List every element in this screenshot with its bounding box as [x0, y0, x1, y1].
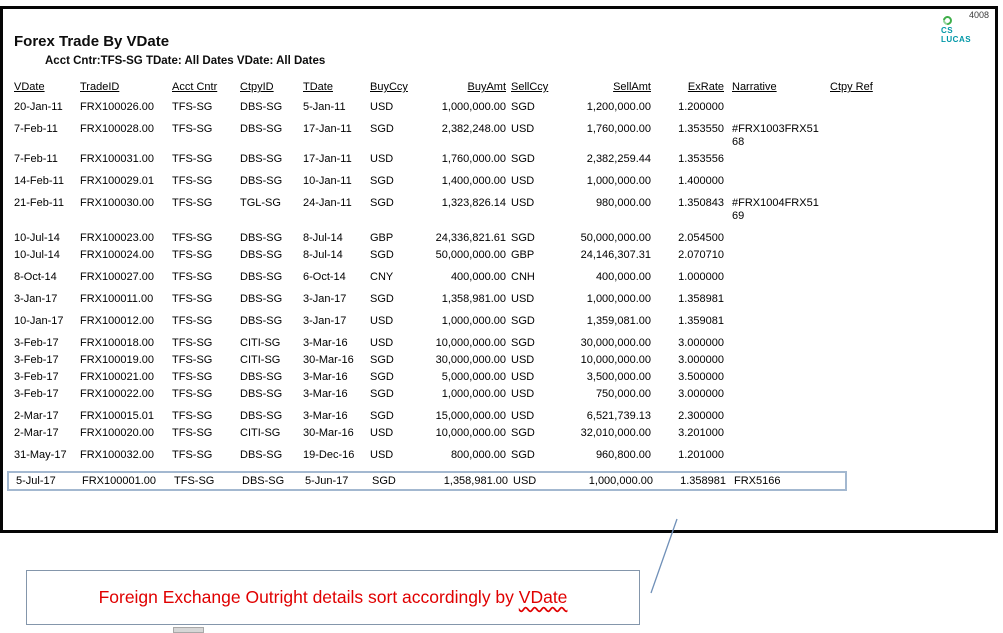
- cell-tdate: 5-Jan-11: [303, 101, 346, 113]
- cell-vdate: 7-Feb-11: [14, 153, 58, 165]
- cell-acct_cntr: TFS-SG: [172, 410, 213, 422]
- cell-ctpy_ref: [822, 315, 989, 328]
- cell-vdate: 3-Feb-17: [14, 337, 59, 349]
- cell-buyamt: 15,000,000.00: [435, 410, 506, 422]
- cell-tradeid: FRX100021.00: [80, 371, 154, 383]
- cell-ctpy_id: DBS-SG: [240, 232, 283, 244]
- cell-tradeid: FRX100012.00: [80, 315, 154, 327]
- cell-sellccy: GBP: [511, 249, 535, 261]
- cell-narrative: [732, 354, 822, 367]
- cell-narrative: [732, 175, 822, 188]
- row-group: [14, 315, 989, 328]
- cell-ctpy_id: DBS-SG: [240, 388, 283, 400]
- cell-narrative: [732, 232, 822, 245]
- cell-exrate: 3.201000: [678, 427, 724, 439]
- cell-exrate: 1.353550: [678, 123, 724, 135]
- cell-buyccy: SGD: [372, 475, 396, 487]
- cell-acct_cntr: TFS-SG: [172, 153, 213, 165]
- cell-narrative: [732, 410, 822, 423]
- row-group: [14, 232, 989, 262]
- cell-vdate: 3-Feb-17: [14, 388, 59, 400]
- table-row: [14, 371, 989, 384]
- cell-ctpy_id: DBS-SG: [240, 123, 283, 135]
- cell-sellccy: SGD: [511, 232, 535, 244]
- cell-ctpy_id: TGL-SG: [240, 197, 281, 209]
- table-row: [14, 153, 989, 166]
- cell-vdate: 3-Jan-17: [14, 293, 58, 305]
- cell-tdate: 30-Mar-16: [303, 354, 354, 366]
- cell-tradeid: FRX100001.00: [82, 475, 156, 487]
- cell-tradeid: FRX100030.00: [80, 197, 154, 209]
- cell-ctpy_ref: [824, 475, 845, 488]
- cell-buyamt: 1,323,826.14: [441, 197, 506, 209]
- cell-vdate: 31-May-17: [14, 449, 67, 461]
- cell-acct_cntr: TFS-SG: [172, 123, 213, 135]
- cell-ctpy_ref: [822, 249, 989, 262]
- table-row: [16, 475, 845, 488]
- cell-sellccy: SGD: [511, 449, 535, 461]
- table-row: [14, 175, 989, 188]
- cell-sellamt: 6,521,739.13: [586, 410, 651, 422]
- cell-acct_cntr: TFS-SG: [172, 293, 213, 305]
- cell-ctpy_ref: [822, 153, 989, 166]
- cell-narrative: #FRX1004FRX5169: [732, 197, 819, 222]
- cell-ctpy_ref: [822, 123, 989, 149]
- cell-sellamt: 32,010,000.00: [580, 427, 651, 439]
- cell-sellccy: USD: [511, 410, 535, 422]
- cell-exrate: 2.300000: [678, 410, 724, 422]
- cell-ctpy_ref: [822, 449, 989, 462]
- cell-sellamt: 1,000,000.00: [586, 175, 651, 187]
- cell-acct_cntr: TFS-SG: [172, 101, 213, 113]
- cell-ctpy_ref: [822, 354, 989, 367]
- cell-vdate: 2-Mar-17: [14, 427, 59, 439]
- cell-buyccy: GBP: [370, 232, 394, 244]
- cell-ctpy_ref: [822, 232, 989, 245]
- cell-tradeid: FRX100029.01: [80, 175, 154, 187]
- cell-vdate: 3-Feb-17: [14, 371, 59, 383]
- cell-tdate: 24-Jan-11: [303, 197, 352, 209]
- cell-ctpy_id: DBS-SG: [242, 475, 285, 487]
- cell-ctpy_id: DBS-SG: [240, 153, 283, 165]
- cell-tdate: 30-Mar-16: [303, 427, 354, 439]
- cell-tradeid: FRX100028.00: [80, 123, 154, 135]
- cell-vdate: 8-Oct-14: [14, 271, 57, 283]
- cell-tradeid: FRX100023.00: [80, 232, 154, 244]
- cell-ctpy_id: DBS-SG: [240, 271, 283, 283]
- row-group: [14, 271, 989, 284]
- cell-acct_cntr: TFS-SG: [172, 427, 213, 439]
- cell-ctpy_id: CITI-SG: [240, 427, 281, 439]
- cell-tradeid: FRX100018.00: [80, 337, 154, 349]
- cell-acct_cntr: TFS-SG: [172, 249, 213, 261]
- cell-sellamt: 980,000.00: [595, 197, 651, 209]
- column-header-ctpy_id[interactable]: CtpyID: [240, 81, 274, 93]
- cell-buyamt: 30,000,000.00: [435, 354, 506, 366]
- resize-handle[interactable]: [173, 627, 204, 633]
- cell-sellamt: 2,382,259.44: [586, 153, 651, 165]
- cell-sellccy: USD: [511, 371, 535, 383]
- cell-buyccy: CNY: [370, 271, 394, 283]
- cell-exrate: 1.350843: [678, 197, 724, 209]
- row-group: [14, 197, 989, 223]
- cell-ctpy_id: DBS-SG: [240, 449, 283, 461]
- cell-acct_cntr: TFS-SG: [174, 475, 215, 487]
- cell-buyccy: SGD: [370, 175, 394, 187]
- cell-tdate: 8-Jul-14: [303, 249, 343, 261]
- cell-narrative: [732, 101, 822, 114]
- annotation-text-main: Foreign Exchange Outright details sort accordingly by: [98, 587, 519, 607]
- cell-ctpy_ref: [822, 371, 989, 384]
- cell-acct_cntr: TFS-SG: [172, 197, 213, 209]
- cell-tdate: 5-Jun-17: [305, 475, 349, 487]
- cell-ctpy_ref: [822, 410, 989, 423]
- cell-narrative: [732, 337, 822, 350]
- cell-sellamt: 1,760,000.00: [586, 123, 651, 135]
- cell-acct_cntr: TFS-SG: [172, 271, 213, 283]
- cell-buyccy: USD: [370, 153, 394, 165]
- column-header-vdate[interactable]: VDate: [14, 81, 45, 93]
- column-header-narrative[interactable]: Narrative: [732, 81, 777, 93]
- row-group: [14, 449, 989, 462]
- cell-sellccy: USD: [513, 475, 537, 487]
- cell-tdate: 6-Oct-14: [303, 271, 346, 283]
- table-row: [14, 293, 989, 306]
- cell-tdate: 3-Jan-17: [303, 315, 347, 327]
- column-header-exrate[interactable]: ExRate: [687, 81, 724, 93]
- cell-narrative: [732, 388, 822, 401]
- cell-tradeid: FRX100019.00: [80, 354, 154, 366]
- cell-sellamt: 750,000.00: [595, 388, 651, 400]
- report-page: [0, 6, 998, 533]
- cell-sellccy: USD: [511, 123, 535, 135]
- cell-buyccy: USD: [370, 427, 394, 439]
- cell-buyamt: 10,000,000.00: [435, 427, 506, 439]
- cell-buyccy: SGD: [370, 123, 394, 135]
- cell-exrate: 3.500000: [678, 371, 724, 383]
- cell-tradeid: FRX100032.00: [80, 449, 154, 461]
- cell-sellccy: USD: [511, 354, 535, 366]
- cell-sellccy: USD: [511, 293, 535, 305]
- cell-ctpy_id: DBS-SG: [240, 315, 283, 327]
- cell-exrate: 1.359081: [678, 315, 724, 327]
- row-group: [14, 123, 989, 166]
- cell-buyccy: SGD: [370, 197, 394, 209]
- cell-tdate: 3-Mar-16: [303, 410, 348, 422]
- cell-exrate: 3.000000: [678, 354, 724, 366]
- cell-acct_cntr: TFS-SG: [172, 315, 213, 327]
- cell-sellccy: USD: [511, 175, 535, 187]
- cell-buyccy: SGD: [370, 388, 394, 400]
- cell-vdate: 10-Jan-17: [14, 315, 64, 327]
- cell-narrative: [732, 153, 822, 166]
- cell-exrate: 3.000000: [678, 337, 724, 349]
- cell-sellamt: 10,000,000.00: [580, 354, 651, 366]
- table-body: [14, 101, 989, 491]
- cell-narrative: [732, 315, 822, 328]
- page-number: 4008: [968, 10, 989, 20]
- column-header-buyccy[interactable]: BuyCcy: [370, 81, 408, 93]
- cell-narrative: [732, 371, 822, 384]
- cell-buyamt: 2,382,248.00: [441, 123, 506, 135]
- cell-ctpy_ref: [822, 293, 989, 306]
- cell-sellccy: SGD: [511, 337, 535, 349]
- cell-narrative: FRX5166: [734, 475, 781, 487]
- cell-ctpy_id: DBS-SG: [240, 175, 283, 187]
- cell-ctpy_id: DBS-SG: [240, 410, 283, 422]
- cell-vdate: 10-Jul-14: [14, 232, 60, 244]
- cell-vdate: 10-Jul-14: [14, 249, 60, 261]
- cell-tdate: 3-Jan-17: [303, 293, 347, 305]
- cell-narrative: [732, 249, 822, 262]
- cell-buyccy: SGD: [370, 410, 394, 422]
- cell-tradeid: FRX100022.00: [80, 388, 154, 400]
- logo-ring-icon: [941, 14, 954, 27]
- cell-tdate: 3-Mar-16: [303, 371, 348, 383]
- table-row: [14, 249, 989, 262]
- cell-exrate: 2.070710: [678, 249, 724, 261]
- cell-narrative: [732, 271, 822, 284]
- cell-tradeid: FRX100031.00: [80, 153, 154, 165]
- cell-tdate: 3-Mar-16: [303, 388, 348, 400]
- table-row: [14, 449, 989, 462]
- cell-tradeid: FRX100027.00: [80, 271, 154, 283]
- highlighted-row-box: [7, 471, 847, 491]
- cell-buyamt: 10,000,000.00: [435, 337, 506, 349]
- cell-ctpy_id: CITI-SG: [240, 337, 281, 349]
- cell-buyamt: 800,000.00: [450, 449, 506, 461]
- cell-vdate: 3-Feb-17: [14, 354, 59, 366]
- cell-tdate: 17-Jan-11: [303, 153, 352, 165]
- logo-text-lucas: LUCAS: [941, 35, 972, 44]
- annotation-text-vdate: VDate: [518, 587, 568, 607]
- cell-ctpy_ref: [822, 427, 989, 440]
- cell-ctpy_ref: [822, 101, 989, 114]
- cell-ctpy_id: CITI-SG: [240, 354, 281, 366]
- cell-buyccy: SGD: [370, 293, 394, 305]
- annotation-text: [99, 587, 568, 608]
- cell-buyamt: 24,336,821.61: [435, 232, 506, 244]
- cell-tradeid: FRX100011.00: [80, 293, 154, 305]
- table-row: [14, 232, 989, 245]
- cell-sellamt: 30,000,000.00: [580, 337, 651, 349]
- cell-exrate: 1.200000: [678, 101, 724, 113]
- cell-tdate: 10-Jan-11: [303, 175, 352, 187]
- cell-vdate: 7-Feb-11: [14, 123, 58, 135]
- cell-narrative: #FRX1003FRX5168: [732, 123, 819, 148]
- cell-exrate: 1.000000: [678, 271, 724, 283]
- cell-buyccy: USD: [370, 449, 394, 461]
- cell-vdate: 2-Mar-17: [14, 410, 59, 422]
- cell-vdate: 21-Feb-11: [14, 197, 64, 209]
- cell-sellamt: 3,500,000.00: [586, 371, 651, 383]
- cell-buyamt: 1,000,000.00: [441, 315, 506, 327]
- column-header-tdate[interactable]: TDate: [303, 81, 333, 93]
- cell-ctpy_id: DBS-SG: [240, 249, 283, 261]
- cell-tdate: 19-Dec-16: [303, 449, 355, 461]
- cell-exrate: 1.358981: [680, 475, 726, 487]
- cell-acct_cntr: TFS-SG: [172, 388, 213, 400]
- cell-tradeid: FRX100015.01: [80, 410, 154, 422]
- cell-acct_cntr: TFS-SG: [172, 449, 213, 461]
- cell-sellamt: 1,000,000.00: [586, 293, 651, 305]
- cell-narrative: [732, 449, 822, 462]
- column-header-sellccy[interactable]: SellCcy: [511, 81, 549, 93]
- cs-lucas-logo: [941, 16, 981, 44]
- cell-narrative: [732, 293, 822, 306]
- cell-sellamt: 24,146,307.31: [580, 249, 651, 261]
- cell-tdate: 17-Jan-11: [303, 123, 352, 135]
- cell-sellccy: SGD: [511, 153, 535, 165]
- cell-buyamt: 5,000,000.00: [441, 371, 506, 383]
- trades-table: [14, 81, 989, 491]
- cell-vdate: 20-Jan-11: [14, 101, 63, 113]
- cell-acct_cntr: TFS-SG: [172, 175, 213, 187]
- cell-buyccy: USD: [370, 337, 394, 349]
- cell-sellamt: 1,359,081.00: [586, 315, 651, 327]
- cell-tdate: 3-Mar-16: [303, 337, 348, 349]
- cell-buyccy: SGD: [370, 354, 394, 366]
- cell-buyamt: 1,000,000.00: [441, 388, 506, 400]
- cell-buyccy: SGD: [370, 371, 394, 383]
- cell-sellamt: 50,000,000.00: [580, 232, 651, 244]
- cell-buyamt: 400,000.00: [450, 271, 506, 283]
- column-header-sellamt[interactable]: SellAmt: [613, 81, 651, 93]
- table-row: [14, 315, 989, 328]
- cell-buyamt: 1,358,981.00: [443, 475, 508, 487]
- cell-sellccy: SGD: [511, 101, 535, 113]
- cell-exrate: 3.000000: [678, 388, 724, 400]
- cell-buyccy: SGD: [370, 249, 394, 261]
- cell-exrate: 1.353556: [678, 153, 724, 165]
- cell-tradeid: FRX100024.00: [80, 249, 154, 261]
- cell-ctpy_id: DBS-SG: [240, 101, 283, 113]
- cell-ctpy_id: DBS-SG: [240, 371, 283, 383]
- cell-sellamt: 960,800.00: [595, 449, 651, 461]
- cell-sellccy: SGD: [511, 315, 535, 327]
- table-row: [14, 354, 989, 367]
- column-header-tradeid[interactable]: TradeID: [80, 81, 120, 93]
- table-row: [14, 271, 989, 284]
- cell-exrate: 1.358981: [678, 293, 724, 305]
- cell-sellccy: SGD: [511, 427, 535, 439]
- table-row: [14, 101, 989, 114]
- cell-ctpy_ref: [822, 175, 989, 188]
- cell-ctpy_ref: [822, 197, 989, 223]
- cell-buyamt: 50,000,000.00: [435, 249, 506, 261]
- cell-buyamt: 1,358,981.00: [441, 293, 506, 305]
- table-row: [14, 123, 989, 149]
- cell-ctpy_ref: [822, 337, 989, 350]
- table-row: [14, 427, 989, 440]
- cell-buyamt: 1,760,000.00: [441, 153, 506, 165]
- row-group: [14, 175, 989, 188]
- cell-buyccy: USD: [370, 315, 394, 327]
- cell-sellamt: 1,200,000.00: [586, 101, 651, 113]
- cell-ctpy_ref: [822, 271, 989, 284]
- cell-vdate: 14-Feb-11: [14, 175, 64, 187]
- report-title: Forex Trade By VDate: [14, 33, 170, 50]
- cell-exrate: 1.400000: [678, 175, 724, 187]
- row-group: [14, 293, 989, 306]
- logo-text-cs: CS: [941, 26, 954, 35]
- column-header-buyamt[interactable]: BuyAmt: [467, 81, 506, 93]
- cell-acct_cntr: TFS-SG: [172, 232, 213, 244]
- table-header-row: [14, 81, 989, 93]
- cell-sellccy: USD: [511, 197, 535, 209]
- cell-tradeid: FRX100026.00: [80, 101, 154, 113]
- cell-sellamt: 1,000,000.00: [588, 475, 653, 487]
- row-group: [14, 101, 989, 114]
- cell-exrate: 2.054500: [678, 232, 724, 244]
- table-row: [14, 197, 989, 223]
- cell-buyamt: 1,400,000.00: [441, 175, 506, 187]
- row-group: [14, 410, 989, 440]
- cell-buyccy: USD: [370, 101, 394, 113]
- cell-sellccy: CNH: [511, 271, 535, 283]
- cell-acct_cntr: TFS-SG: [172, 371, 213, 383]
- cell-ctpy_id: DBS-SG: [240, 293, 283, 305]
- cell-ctpy_ref: [822, 388, 989, 401]
- cell-buyamt: 1,000,000.00: [441, 101, 506, 113]
- cell-sellccy: USD: [511, 388, 535, 400]
- cell-exrate: 1.201000: [678, 449, 724, 461]
- cell-sellamt: 400,000.00: [595, 271, 651, 283]
- cell-vdate: 5-Jul-17: [16, 475, 56, 487]
- row-group: [14, 337, 989, 401]
- annotation-box[interactable]: [26, 570, 640, 625]
- cell-acct_cntr: TFS-SG: [172, 337, 213, 349]
- cell-acct_cntr: TFS-SG: [172, 354, 213, 366]
- cell-tdate: 8-Jul-14: [303, 232, 343, 244]
- table-row: [14, 410, 989, 423]
- report-subtitle: Acct Cntr:TFS-SG TDate: All Dates VDate: All Dates: [45, 55, 326, 67]
- cell-narrative: [732, 427, 822, 440]
- cell-tradeid: FRX100020.00: [80, 427, 154, 439]
- table-row: [14, 337, 989, 350]
- column-header-acct_cntr[interactable]: Acct Cntr: [172, 81, 218, 93]
- table-row: [14, 388, 989, 401]
- column-header-ctpy_ref[interactable]: Ctpy Ref: [830, 81, 873, 93]
